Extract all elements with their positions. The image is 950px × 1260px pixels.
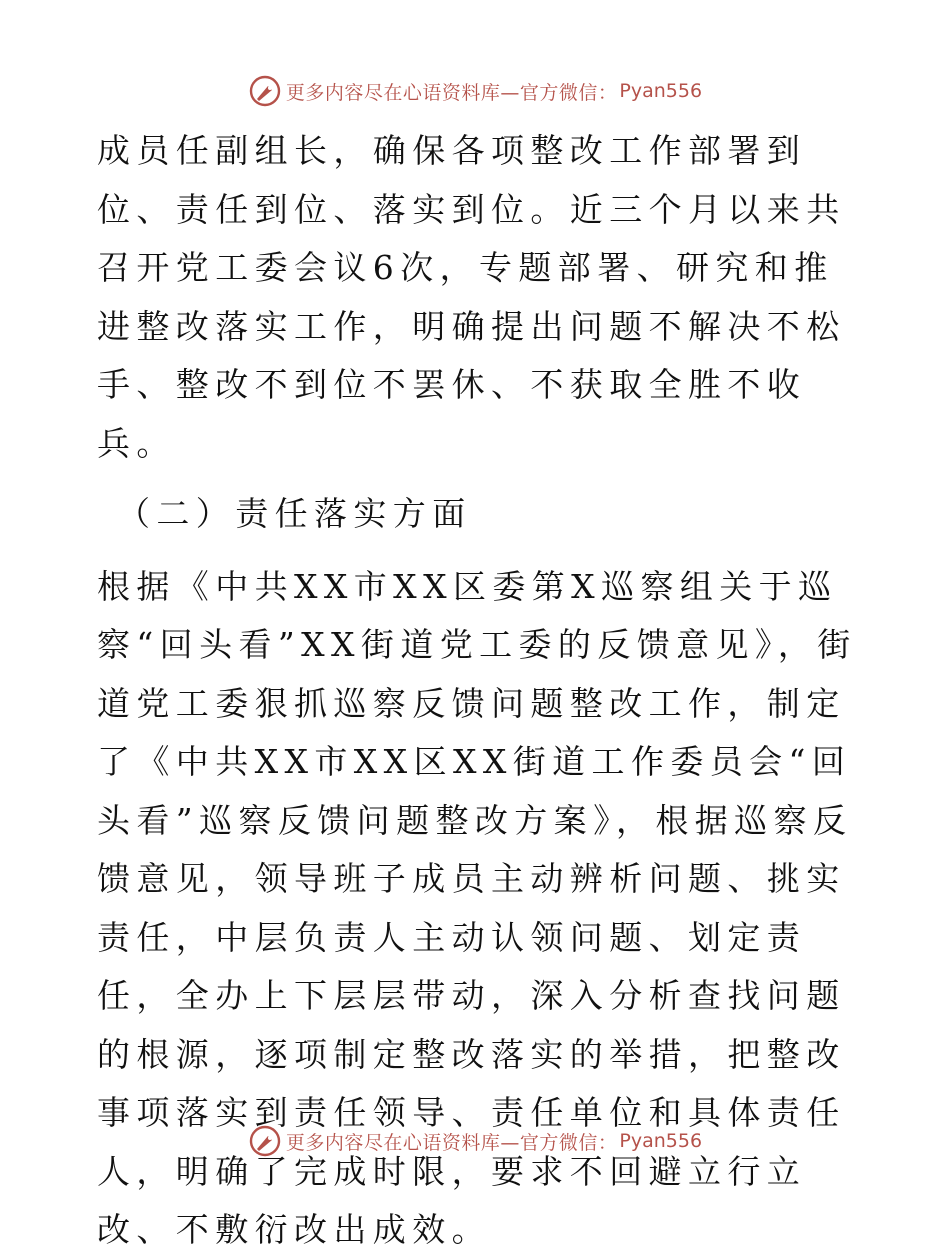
body-paragraph-1: 成员任副组长，确保各项整改工作部署到位、责任到位、落实到位。近三个月以来共召开党工委会议6次，专题部署、研究和推进整改落实工作，明确提出问题不解决不松手、整改不到位不罢休、不获取全胜不收兵。	[97, 131, 846, 463]
watermark-text: 更多内容尽在心语资料库—官方微信：	[285, 1131, 618, 1154]
watermark-wechat-id: Pyan556	[619, 80, 703, 102]
body-paragraph-2: 根据《中共XX市XX区委第X巡察组关于巡察“回头看”XX街道党工委的反馈意见》，街道党工委狠抓巡察反馈问题整改工作，制定了《中共XX市XX区XX街道工作委员会“回头看”巡察反馈问题整改方案》，根据巡察反馈意见，领导班子成员主动辨析问题、挑实责任，中层负责人主动认领问题、划定责任，全办上下层层带动，深入分析查找问题的根源，逐项制定整改落实的举措，把整改事项落实到责任领导、责任单位和具体责任人，明确了完成时限，要求不回避立行立改、不敷衍改出成效。	[97, 566, 857, 1249]
footer-watermark	[0, 1124, 950, 1158]
pen-nib-logo-icon	[248, 1124, 282, 1158]
header-watermark	[0, 74, 950, 108]
section-heading: （二）责任落实方面	[117, 494, 472, 533]
watermark-text: 更多内容尽在心语资料库—官方微信：	[285, 81, 618, 104]
document-body	[97, 122, 857, 1260]
pen-nib-logo-icon	[248, 74, 282, 108]
watermark-wechat-id: Pyan556	[619, 1130, 703, 1152]
